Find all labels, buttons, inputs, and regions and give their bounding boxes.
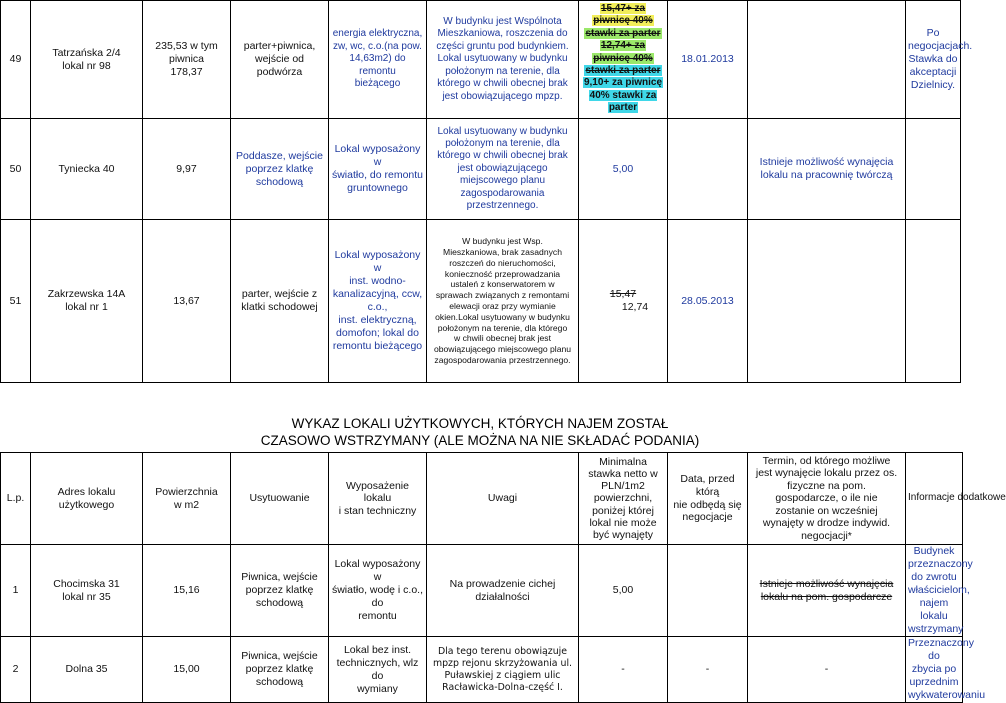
rate-history-line: 40% stawki za — [589, 89, 657, 101]
table-row — [1, 1, 961, 119]
header-equipment: Wyposażenie lokalu i stan techniczny — [329, 453, 427, 545]
old-rate: 15,47 — [609, 288, 637, 300]
rate-cell — [579, 220, 668, 383]
notes-cell: Dla tego terenu obowiązuje mpzp rejonu skrzyżowania ul. Puławskiej z ciągiem ulic Racławicka-Dolna-część I. — [427, 637, 579, 703]
header-rate: Minimalna stawka netto w PLN/1m2 powierzchni, poniżej której lokal nie może być wynajęty — [579, 453, 668, 545]
address-cell: Zakrzewska 14A lokal nr 1 — [31, 220, 143, 383]
lp-cell: 51 — [1, 220, 31, 383]
equipment-cell: Lokal bez inst. technicznych, wlz do wymiany — [329, 637, 427, 703]
date-cell: 18.01.2013 — [668, 1, 748, 119]
table-row — [1, 637, 963, 703]
term-cell: Istnieje możliwość wynajęcia lokalu na pracownię twórczą — [748, 119, 906, 220]
address-cell: Chocimska 31 lokal nr 35 — [31, 545, 143, 637]
notes-cell: W budynku jest Wspólnota Mieszkaniowa, roszczenia do części gruntu pod budynkiem. Lokal usytuowany w budynku położonym na terenie, dla którego w chwili obecnej brak jest obowiązującego mpzp. — [427, 1, 579, 119]
header-info: Informacje dodatkowe — [906, 453, 963, 545]
rate-history-line: stawki za parter — [585, 27, 661, 39]
info-cell: Budynek przeznaczony do zwrotu właścicielom, najem lokalu wstrzymany — [906, 545, 963, 637]
lp-cell: 50 — [1, 119, 31, 220]
rate-history-line: stawki za parter — [585, 65, 661, 77]
usage-cell: parter+piwnica, wejście od podwórza — [231, 1, 329, 119]
area-cell: 9,97 — [143, 119, 231, 220]
rate-history — [581, 3, 665, 115]
info-cell — [906, 119, 961, 220]
header-lp: L.p. — [1, 453, 31, 545]
term-cell: - — [748, 637, 906, 703]
info-cell: Po negocjacjach. Stawka do akceptacji Dzielnicy. — [906, 1, 961, 119]
section-title: WYKAZ LOKALI UŻYTKOWYCH, KTÓRYCH NAJEM ZOSTAŁ — [291, 416, 669, 431]
equipment-cell: energia elektryczna, zw, wc, c.o.(na pow. 14,63m2) do remontu bieżącego — [329, 1, 427, 119]
table-header-row — [1, 453, 963, 545]
lp-cell: 1 — [1, 545, 31, 637]
address-cell: Tatrzańska 2/4 lokal nr 98 — [31, 1, 143, 119]
section-subtitle: CZASOWO WSTRZYMANY (ALE MOŻNA NA NIE SKŁADAĆ PODANIA) — [260, 433, 700, 448]
rate-history-line: 15,47+ za — [600, 3, 646, 14]
header-term: Termin, od którego możliwe jest wynajęcie lokalu przez os. fizyczne na pom. gospodarcze, o ile nie zostanie on wcześniej wynajęty w drodze indywid. negocjacji* — [748, 453, 906, 545]
term-cell — [748, 220, 906, 383]
info-cell — [906, 220, 961, 383]
equipment-cell: Lokal wyposażony w światło, wodę i c.o., do remontu — [329, 545, 427, 637]
new-rate: 12,74 — [621, 301, 649, 313]
area-cell: 15,00 — [143, 637, 231, 703]
header-address: Adres lokalu użytkowego — [31, 453, 143, 545]
rate-history-line: 9,10+ za piwnicę — [583, 77, 663, 89]
usage-cell: Piwnica, wejście poprzez klatkę schodową — [231, 637, 329, 703]
table-row — [1, 220, 961, 383]
area-cell: 13,67 — [143, 220, 231, 383]
header-notes: Uwagi — [427, 453, 579, 545]
notes-cell: Lokal usytuowany w budynku położonym na terenie, dla którego w chwili obecnej brak jest obowiązującego miejscowego planu zagospodarowania przestrzennego. — [427, 119, 579, 220]
info-cell: Przeznaczony do zbycia po uprzednim wykwaterowaniu — [906, 637, 963, 703]
rate-cell: - — [579, 637, 668, 703]
date-cell — [668, 119, 748, 220]
date-cell: 28.05.2013 — [668, 220, 748, 383]
date-cell — [668, 545, 748, 637]
date-cell: - — [668, 637, 748, 703]
term-cell: Istnieje możliwość wynajęcia lokalu na pom. gospodarcze — [748, 545, 906, 637]
lp-cell: 2 — [1, 637, 31, 703]
header-date: Data, przed którą nie odbędą się negocjacje — [668, 453, 748, 545]
rate-cell — [579, 1, 668, 119]
table-row — [1, 545, 963, 637]
rate-history-line: piwnicę 40% — [593, 52, 653, 64]
header-area: Powierzchnia w m2 — [143, 453, 231, 545]
rate-cell: 5,00 — [579, 119, 668, 220]
usage-cell: Poddasze, wejście poprzez klatkę schodową — [231, 119, 329, 220]
rate-cell: 5,00 — [579, 545, 668, 637]
table-row — [1, 119, 961, 220]
lp-cell: 49 — [1, 1, 31, 119]
notes-cell: W budynku jest Wsp. Mieszkaniowa, brak zasadnych roszczeń do nieruchomości, konieczność przeprowadzania ustaleń z konserwatorem w sprawach związanych z remontami elewacji oraz przy wymianie okien.Lokal usytuowany w budynku położonym na terenie, dla którego w chwili obecnej brak jest obowiązującego miejscowego planu zagospodarowania przestrzennego. — [427, 220, 579, 383]
equipment-cell: Lokal wyposażony w światło, do remontu gruntownego — [329, 119, 427, 220]
equipment-cell: Lokal wyposażony w inst. wodno- kanalizacyjną, ccw, c.o., inst. elektryczną, domofon; lokal do remontu bieżącego — [329, 220, 427, 383]
usage-cell: parter, wejście z klatki schodowej — [231, 220, 329, 383]
notes-cell: Na prowadzenie cichej działalności — [427, 545, 579, 637]
rate-history-line: parter — [608, 102, 638, 114]
term-cell — [748, 1, 906, 119]
address-cell: Dolna 35 — [31, 637, 143, 703]
premises-table-suspended — [0, 452, 1006, 703]
area-cell: 15,16 — [143, 545, 231, 637]
address-cell: Tyniecka 40 — [31, 119, 143, 220]
rate-history-line: 12,74+ za — [600, 40, 646, 52]
usage-cell: Piwnica, wejście poprzez klatkę schodową — [231, 545, 329, 637]
area-cell: 235,53 w tym piwnica 178,37 — [143, 1, 231, 119]
header-usage: Usytuowanie — [231, 453, 329, 545]
rate-history-line: piwnicę 40% — [593, 15, 653, 27]
